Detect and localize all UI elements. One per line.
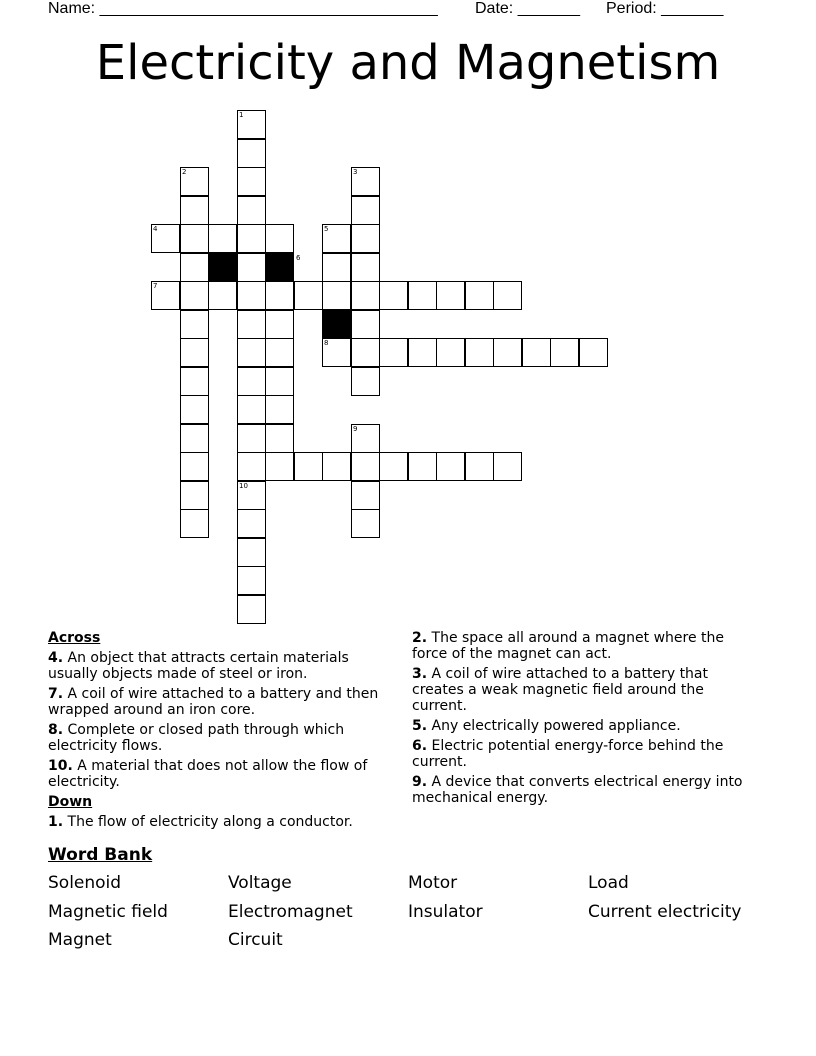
grid-cell[interactable] <box>436 281 465 310</box>
grid-cell[interactable] <box>265 281 294 310</box>
grid-block <box>265 253 294 282</box>
clues <box>48 630 398 834</box>
word-bank-word: Voltage <box>228 873 292 893</box>
grid-cell[interactable] <box>180 509 209 538</box>
grid-cell[interactable] <box>379 452 408 481</box>
grid-cell[interactable] <box>408 338 437 367</box>
clue-number: 3 <box>353 168 358 176</box>
grid-cell[interactable] <box>465 338 494 367</box>
grid-cell[interactable] <box>180 481 209 510</box>
clue-number: 10 <box>239 482 248 490</box>
word-bank-word: Magnetic field <box>48 902 168 922</box>
grid-cell[interactable] <box>237 367 266 396</box>
clue-down-6: 6. Electric potential energy-force behind the current. <box>412 738 724 770</box>
word-bank-word: Current electricity <box>588 902 742 922</box>
clue-down-5: 5. Any electrically powered appliance. <box>412 718 681 734</box>
grid-cell[interactable] <box>265 367 294 396</box>
clue-number: 9 <box>353 425 358 433</box>
across-heading: Across <box>48 630 101 646</box>
grid-cell[interactable] <box>180 452 209 481</box>
grid-cell[interactable] <box>522 338 551 367</box>
grid-cell[interactable] <box>208 224 237 253</box>
grid-cell[interactable] <box>351 452 380 481</box>
clue-number: 4 <box>153 225 158 233</box>
grid-block <box>208 253 237 282</box>
grid-cell[interactable] <box>237 310 266 339</box>
grid-cell[interactable] <box>408 452 437 481</box>
grid-cell[interactable] <box>237 566 266 595</box>
word-bank-word: Motor <box>408 873 458 893</box>
grid-cell[interactable] <box>351 338 380 367</box>
grid-cell[interactable] <box>493 452 522 481</box>
grid-cell[interactable] <box>379 281 408 310</box>
grid-cell[interactable] <box>579 338 608 367</box>
grid-cell[interactable] <box>408 281 437 310</box>
grid-cell[interactable] <box>237 139 266 168</box>
clue-number: 2 <box>182 168 187 176</box>
word-bank-word: Magnet <box>48 930 112 950</box>
word-bank-word: Load <box>588 873 629 893</box>
grid-cell[interactable] <box>237 595 266 624</box>
word-bank-title: Word Bank <box>48 845 153 865</box>
grid-cell[interactable] <box>436 452 465 481</box>
grid-cell[interactable] <box>180 395 209 424</box>
grid-cell[interactable] <box>379 338 408 367</box>
grid-cell[interactable] <box>237 224 266 253</box>
grid-cell[interactable] <box>265 452 294 481</box>
grid-cell[interactable] <box>465 281 494 310</box>
clue-across-8: 8. Complete or closed path through which electricity flows. <box>48 722 345 754</box>
grid-cell[interactable] <box>265 310 294 339</box>
grid-cell[interactable] <box>351 224 380 253</box>
grid-cell[interactable] <box>265 424 294 453</box>
grid-cell[interactable] <box>237 509 266 538</box>
name-field: Name: ______________________________________ <box>48 0 438 17</box>
grid-cell[interactable] <box>351 509 380 538</box>
word-bank-word: Solenoid <box>48 873 122 893</box>
clue-across-7: 7. A coil of wire attached to a battery and then wrapped around an iron core. <box>48 686 379 718</box>
clue-number: 1 <box>239 111 244 119</box>
grid-cell[interactable] <box>493 338 522 367</box>
grid-cell[interactable] <box>180 424 209 453</box>
grid-cell[interactable] <box>180 253 209 282</box>
word-bank-word: Insulator <box>408 902 483 922</box>
grid-cell[interactable] <box>180 310 209 339</box>
grid-cell[interactable] <box>351 253 380 282</box>
grid-cell[interactable] <box>180 338 209 367</box>
grid-cell[interactable] <box>237 538 266 567</box>
grid-cell[interactable] <box>180 281 209 310</box>
grid-cell[interactable] <box>351 367 380 396</box>
period-field: Period: _______ <box>606 0 724 17</box>
grid-cell[interactable] <box>294 281 323 310</box>
clue-down-2: 2. The space all around a magnet where the force of the magnet can act. <box>412 630 724 662</box>
grid-cell[interactable] <box>550 338 579 367</box>
grid-cell[interactable] <box>237 452 266 481</box>
grid-cell[interactable] <box>322 281 351 310</box>
clue-down-9: 9. A device that converts electrical energy into mechanical energy. <box>412 774 743 806</box>
clue-number: 6 <box>296 254 301 262</box>
grid-cell[interactable] <box>265 395 294 424</box>
grid-cell[interactable] <box>465 452 494 481</box>
grid-cell[interactable] <box>493 281 522 310</box>
down-heading: Down <box>48 794 93 810</box>
grid-cell[interactable] <box>436 338 465 367</box>
grid-cell[interactable] <box>351 281 380 310</box>
clue-across-4: 4. An object that attracts certain materials usually objects made of steel or iron. <box>48 650 349 682</box>
grid-cell[interactable] <box>237 395 266 424</box>
grid-cell[interactable] <box>294 452 323 481</box>
clue-number: 7 <box>153 282 158 290</box>
grid-cell[interactable] <box>180 367 209 396</box>
clues-column-2 <box>412 630 757 810</box>
clue-across-10: 10. A material that does not allow the flow of electricity. <box>48 758 368 790</box>
page-title: Electricity and Magnetism <box>95 35 721 91</box>
grid-block <box>322 310 351 339</box>
grid-cell[interactable] <box>351 481 380 510</box>
grid-cell[interactable] <box>208 281 237 310</box>
grid-cell[interactable] <box>237 424 266 453</box>
word-bank-word: Circuit <box>228 930 283 950</box>
date-field: Date: _______ <box>475 0 580 17</box>
grid-cell[interactable] <box>322 452 351 481</box>
word-bank-word: Electromagnet <box>228 902 353 922</box>
grid-cell[interactable] <box>237 253 266 282</box>
grid-cell[interactable] <box>351 310 380 339</box>
grid-cell[interactable] <box>351 196 380 225</box>
clue-number: 8 <box>324 339 329 347</box>
clue-number: 5 <box>324 225 329 233</box>
grid-cell[interactable] <box>322 253 351 282</box>
grid-cell[interactable] <box>237 196 266 225</box>
grid-cell[interactable] <box>180 196 209 225</box>
clue-down-1: 1. The flow of electricity along a conductor. <box>48 814 353 830</box>
clue-down-3: 3. A coil of wire attached to a battery that creates a weak magnetic field around the current. <box>412 666 708 714</box>
grid-cell[interactable] <box>237 338 266 367</box>
grid-cell[interactable] <box>237 167 266 196</box>
grid-cell[interactable] <box>180 224 209 253</box>
grid-cell[interactable] <box>237 281 266 310</box>
grid-cell[interactable] <box>265 224 294 253</box>
grid-cell[interactable] <box>265 338 294 367</box>
